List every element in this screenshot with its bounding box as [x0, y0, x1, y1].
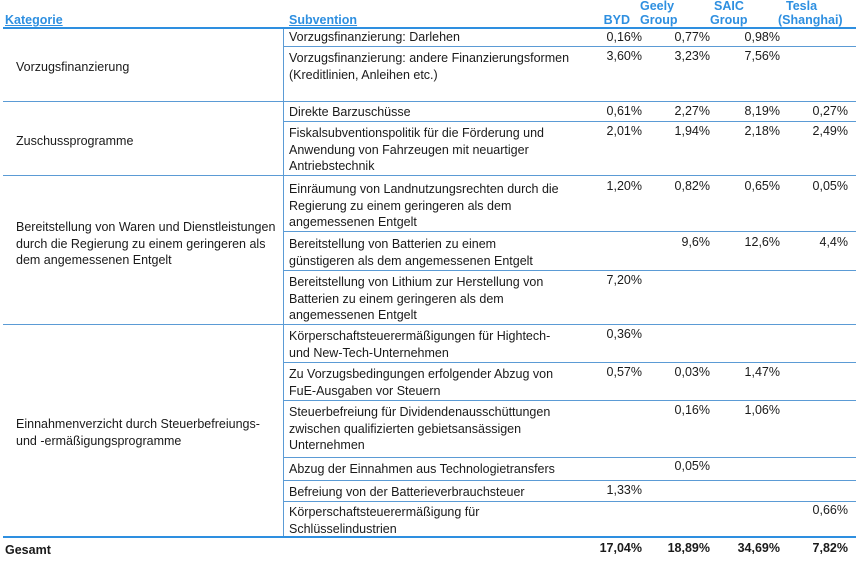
total-tesla: 7,82% [812, 541, 848, 555]
group-divider [3, 175, 856, 176]
tesla-value: 2,49% [812, 124, 848, 138]
saic-value: 0,98% [744, 30, 780, 44]
byd-value: 7,20% [606, 273, 642, 287]
byd-value: 0,16% [606, 30, 642, 44]
byd-value: 1,33% [606, 483, 642, 497]
byd-value: 0,57% [606, 365, 642, 379]
saic-value: 8,19% [744, 104, 780, 118]
byd-value: 1,20% [606, 179, 642, 193]
subvention-cell: Bereitstellung von Batterien zu einem günstigeren als dem angemessenen Entgelt [289, 237, 533, 268]
saic-value: 7,56% [744, 49, 780, 63]
subvention-cell: Abzug der Einnahmen aus Technologietransfers [289, 462, 555, 476]
geely-value: 0,05% [674, 459, 710, 473]
geely-value: 0,82% [674, 179, 710, 193]
subvention-cell: Körperschaftsteuerermäßigung für Schlüsselindustrien [289, 505, 480, 536]
header-geely-line2: Group [640, 13, 678, 27]
byd-value: 3,60% [606, 49, 642, 63]
category-label: Zuschussprogramme [16, 134, 134, 148]
header-tesla-line1: Tesla [786, 0, 818, 13]
category-label: Vorzugsfinanzierung [16, 60, 130, 74]
geely-value: 0,77% [674, 30, 710, 44]
tesla-value: 0,27% [812, 104, 848, 118]
byd-value: 0,61% [606, 104, 642, 118]
subvention-cell: Steuerbefreiung für Dividendenausschüttungen zwischen qualifizierten gebietsansässigen Unternehmen [289, 405, 551, 452]
header-subvention: Subvention [289, 13, 358, 27]
saic-value: 12,6% [744, 235, 780, 249]
geely-value: 1,94% [674, 124, 710, 138]
saic-value: 0,65% [744, 179, 780, 193]
byd-value: 0,36% [606, 327, 642, 341]
subvention-cell: Bereitstellung von Lithium zur Herstellung von Batterien zu einem geringeren als dem angemessenen Entgelt [289, 275, 544, 322]
subvention-cell: Fiskalsubventionspolitik für die Förderung und Anwendung von Fahrzeugen mit neuartiger Antriebstechnik [289, 126, 544, 173]
saic-value: 1,47% [744, 365, 780, 379]
header-tesla-line2: (Shanghai) [778, 13, 843, 27]
tesla-value: 0,05% [812, 179, 848, 193]
byd-value: 2,01% [606, 124, 642, 138]
category-label: Einnahmenverzicht durch Steuerbefreiungs- und -ermäßigungsprogramme [16, 417, 260, 448]
subvention-cell: Vorzugsfinanzierung: Darlehen [289, 30, 460, 44]
geely-value: 0,03% [674, 365, 710, 379]
row-divider [284, 362, 856, 363]
saic-value: 1,06% [744, 403, 780, 417]
subvention-cell: Vorzugsfinanzierung: andere Finanzierungsformen (Kreditlinien, Anleihen etc.) [289, 51, 570, 82]
subvention-cell: Körperschaftsteuerermäßigungen für Hightech- und New-Tech-Unternehmen [289, 329, 551, 360]
row-divider [284, 501, 856, 502]
geely-value: 3,23% [674, 49, 710, 63]
tesla-value: 0,66% [812, 503, 848, 517]
group-divider [3, 324, 856, 325]
column-divider [283, 29, 284, 536]
saic-value: 2,18% [744, 124, 780, 138]
row-divider [284, 270, 856, 271]
header-saic-line2: Group [710, 13, 748, 27]
subvention-cell: Einräumung von Landnutzungsrechten durch die Regierung zu einem geringeren als dem angemessenen Entgelt [289, 182, 559, 229]
geely-value: 0,16% [674, 403, 710, 417]
category-label: Bereitstellung von Waren und Dienstleistungen durch die Regierung zu einem geringeren als dem angemessenen Entgelt [16, 220, 276, 267]
header-saic-line1: SAIC [714, 0, 744, 13]
geely-value: 2,27% [674, 104, 710, 118]
header-geely-line1: Geely [640, 0, 675, 13]
header-byd: BYD [603, 13, 630, 27]
row-divider [284, 46, 856, 47]
row-divider [284, 400, 856, 401]
total-byd: 17,04% [599, 541, 642, 555]
total-saic: 34,69% [737, 541, 780, 555]
total-geely: 18,89% [667, 541, 710, 555]
header-kategorie: Kategorie [5, 13, 63, 27]
subvention-cell: Zu Vorzugsbedingungen erfolgender Abzug von FuE-Ausgaben vor Steuern [289, 367, 554, 398]
subvention-cell: Direkte Barzuschüsse [289, 105, 411, 119]
row-divider [284, 480, 856, 481]
row-divider [284, 121, 856, 122]
row-divider [284, 457, 856, 458]
total-label: Gesamt [5, 543, 51, 557]
group-divider [3, 101, 856, 102]
row-divider [284, 231, 856, 232]
subvention-cell: Befreiung von der Batterieverbrauchsteuer [289, 485, 525, 499]
geely-value: 9,6% [681, 235, 710, 249]
tesla-value: 4,4% [819, 235, 848, 249]
